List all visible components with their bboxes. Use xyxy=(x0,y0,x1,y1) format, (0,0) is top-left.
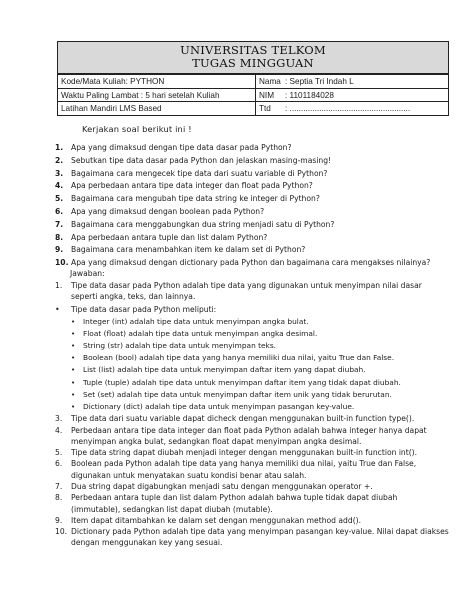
answer-text: Perbedaan antara tuple dan list dalam Python adalah bahwa tuple tidak dapat diubah xyxy=(71,493,398,503)
answer-number: 5. xyxy=(55,448,63,458)
question-number: 4. xyxy=(55,181,64,191)
question-number: 8. xyxy=(55,232,64,242)
answer-item xyxy=(55,447,455,458)
answer-list xyxy=(55,280,455,549)
answer-item xyxy=(55,458,455,481)
answers-heading: Jawaban: xyxy=(70,269,105,278)
bullet-icon: • xyxy=(55,304,60,314)
answer-number: 6. xyxy=(55,459,63,469)
answer-text: Tipe data dasar pada Python meliputi: xyxy=(71,304,217,314)
answer-2-block xyxy=(55,304,455,414)
answer-number: 7. xyxy=(55,482,63,491)
question-item xyxy=(55,142,455,155)
nim-label: NIM xyxy=(259,90,275,100)
question-text: Bagaimana cara mengubah tipe data string ke integer di Python? xyxy=(71,194,320,204)
sub-list-text: List (list) adalah tipe data untuk menyimpan daftar item yang dapat diubah. xyxy=(83,365,366,375)
answer-text: Tipe data dasar pada Python adalah tipe data yang digunakan untuk menyimpan nilai dasar xyxy=(71,281,422,290)
sub-list-item xyxy=(55,340,455,352)
answer-text: seperti angka, teks, dan lainnya. xyxy=(71,292,196,302)
university-title: UNIVERSITAS TELKOM xyxy=(180,43,326,57)
answer-item xyxy=(55,515,455,526)
sub-list-text: Float (float) adalah tipe data untuk menyimpan angka desimal. xyxy=(83,328,318,338)
bullet-icon: • xyxy=(71,378,76,387)
answer-number: 9. xyxy=(55,515,63,525)
question-number: 10. xyxy=(55,258,69,268)
question-item xyxy=(55,193,455,206)
sub-list-item xyxy=(55,401,455,413)
signature-label: Ttd xyxy=(259,104,271,113)
question-number: 2. xyxy=(55,155,64,165)
answer-item xyxy=(55,280,455,303)
sub-list-text: Integer (int) adalah tipe data untuk menyimpan angka bulat. xyxy=(83,316,309,326)
question-text: Apa yang dimaksud dengan dictionary pada Python dan bagaimana cara mengakses nilainya? xyxy=(71,258,431,268)
answer-text: (immutable), sedangkan list dapat diubah (mutable). xyxy=(71,504,273,514)
answer-text: Boolean pada Python adalah tipe data yang hanya memiliki dua nilai, yaitu True dan False, xyxy=(71,459,417,469)
sub-list-item xyxy=(55,364,455,376)
bullet-icon: • xyxy=(71,366,76,375)
question-number: 9. xyxy=(55,245,64,255)
answer-number: 1. xyxy=(55,281,63,290)
header-table xyxy=(57,41,449,116)
answer-text: Perbedaan antara tipe data integer dan float pada Python adalah bahwa integer hanya dapat xyxy=(71,425,427,435)
course-cell: Kode/Mata Kuliah: PYTHON xyxy=(58,75,256,88)
signature-value: : ..................................................... xyxy=(285,104,411,113)
sub-list-text: String (str) adalah tipe data untuk menyimpan teks. xyxy=(83,341,277,350)
question-text: Apa perbedaan antara tipe data integer dan float pada Python? xyxy=(71,181,313,191)
answer-item xyxy=(55,492,455,515)
answer-item xyxy=(55,304,455,316)
info-row-course xyxy=(58,74,448,88)
question-item xyxy=(55,219,455,232)
assignment-title: TUGAS MINGGUAN xyxy=(192,56,314,70)
sub-list-text: Set (set) adalah tipe data untuk menyimpan daftar item unik yang tidak berurutan. xyxy=(83,389,392,399)
name-value: : Septia Tri Indah L xyxy=(285,77,354,86)
bullet-icon: • xyxy=(71,342,76,350)
nim-value: : 1101184028 xyxy=(285,90,334,100)
answer-text: dengan menggunakan key yang sesuai. xyxy=(71,538,223,548)
deadline-cell: Waktu Paling Lambat : 5 hari setelah Kuliah xyxy=(58,89,256,102)
instruction-text: Kerjakan soal berikut ini ! xyxy=(82,124,192,134)
sub-list-item xyxy=(55,389,455,401)
sub-list-item xyxy=(55,328,455,340)
sub-list-text: Tuple (tuple) adalah tipe data untuk menyimpan daftar item yang tidak dapat diubah. xyxy=(83,377,401,387)
question-number: 6. xyxy=(55,206,64,216)
question-text: Bagaimana cara menambahkan item ke dalam set di Python? xyxy=(71,245,306,255)
bullet-icon: • xyxy=(71,403,76,412)
answer-item xyxy=(55,425,455,448)
title-block xyxy=(58,42,448,74)
bullet-icon: • xyxy=(71,317,76,326)
sub-list-text: Boolean (bool) adalah tipe data yang hanya memiliki dua nilai, yaitu True dan False. xyxy=(83,353,395,363)
question-text: Apa perbedaan antara tuple dan list dalam Python? xyxy=(71,232,268,242)
name-label: Nama xyxy=(259,77,281,86)
question-text: Apa yang dimaksud dengan boolean pada Python? xyxy=(71,206,265,216)
question-number: 7. xyxy=(55,219,64,229)
question-text: Bagaimana cara menggabungkan dua string menjadi satu di Python? xyxy=(71,219,335,229)
question-number: 3. xyxy=(55,168,64,178)
question-item xyxy=(55,244,455,257)
question-item xyxy=(55,155,455,168)
bullet-icon: • xyxy=(71,390,76,399)
question-item xyxy=(55,206,455,219)
answer-item xyxy=(55,413,455,424)
answer-number: 3. xyxy=(55,414,63,424)
info-row-deadline xyxy=(58,88,448,102)
sub-list-item xyxy=(55,316,455,328)
info-row-type xyxy=(58,101,448,115)
question-list xyxy=(55,142,455,270)
question-item xyxy=(55,180,455,193)
sub-list-item xyxy=(55,377,455,389)
sub-list-text: Dictionary (dict) adalah tipe data untuk menyimpan pasangan key-value. xyxy=(83,402,355,412)
answer-item xyxy=(55,481,455,492)
question-text: Bagaimana cara mengecek tipe data dari suatu variable di Python? xyxy=(71,168,328,178)
answer-item xyxy=(55,526,455,549)
answer-text: Tipe data dari suatu variable dapat dicheck dengan menggunakan built-in function type(). xyxy=(71,414,415,424)
answer-text: digunakan untuk menyatakan suatu kondisi benar atau salah. xyxy=(71,470,307,480)
question-text: Sebutkan tipe data dasar pada Python dan jelaskan masing-masing! xyxy=(71,155,332,165)
exercise-type-cell: Latihan Mandiri LMS Based xyxy=(58,102,256,115)
sub-list-item xyxy=(55,352,455,364)
answer-number: 4. xyxy=(55,425,63,435)
answer-number: 8. xyxy=(55,493,63,503)
question-number: 1. xyxy=(55,143,64,152)
question-number: 5. xyxy=(55,194,64,204)
question-item xyxy=(55,168,455,181)
answer-text: Tipe data string dapat diubah menjadi integer dengan menggunakan built-in function int(). xyxy=(71,448,418,458)
answer-text: Item dapat ditambahkan ke dalam set dengan menggunakan method add(). xyxy=(71,515,362,525)
answer-text: Dua string dapat digabungkan menjadi satu dengan menggunakan operator +. xyxy=(71,482,373,491)
question-item xyxy=(55,232,455,245)
answer-number: 10. xyxy=(55,527,68,537)
answer-text: Dictionary pada Python adalah tipe data yang menyimpan pasangan key-value. Nilai dapat diakses xyxy=(71,527,449,537)
question-item xyxy=(55,257,455,270)
answer-text: menyimpan angka bulat, sedangkan float dapat menyimpan angka desimal. xyxy=(71,436,362,446)
question-text: Apa yang dimaksud dengan tipe data dasar pada Python? xyxy=(71,143,292,152)
bullet-icon: • xyxy=(71,329,76,338)
bullet-icon: • xyxy=(71,354,76,363)
